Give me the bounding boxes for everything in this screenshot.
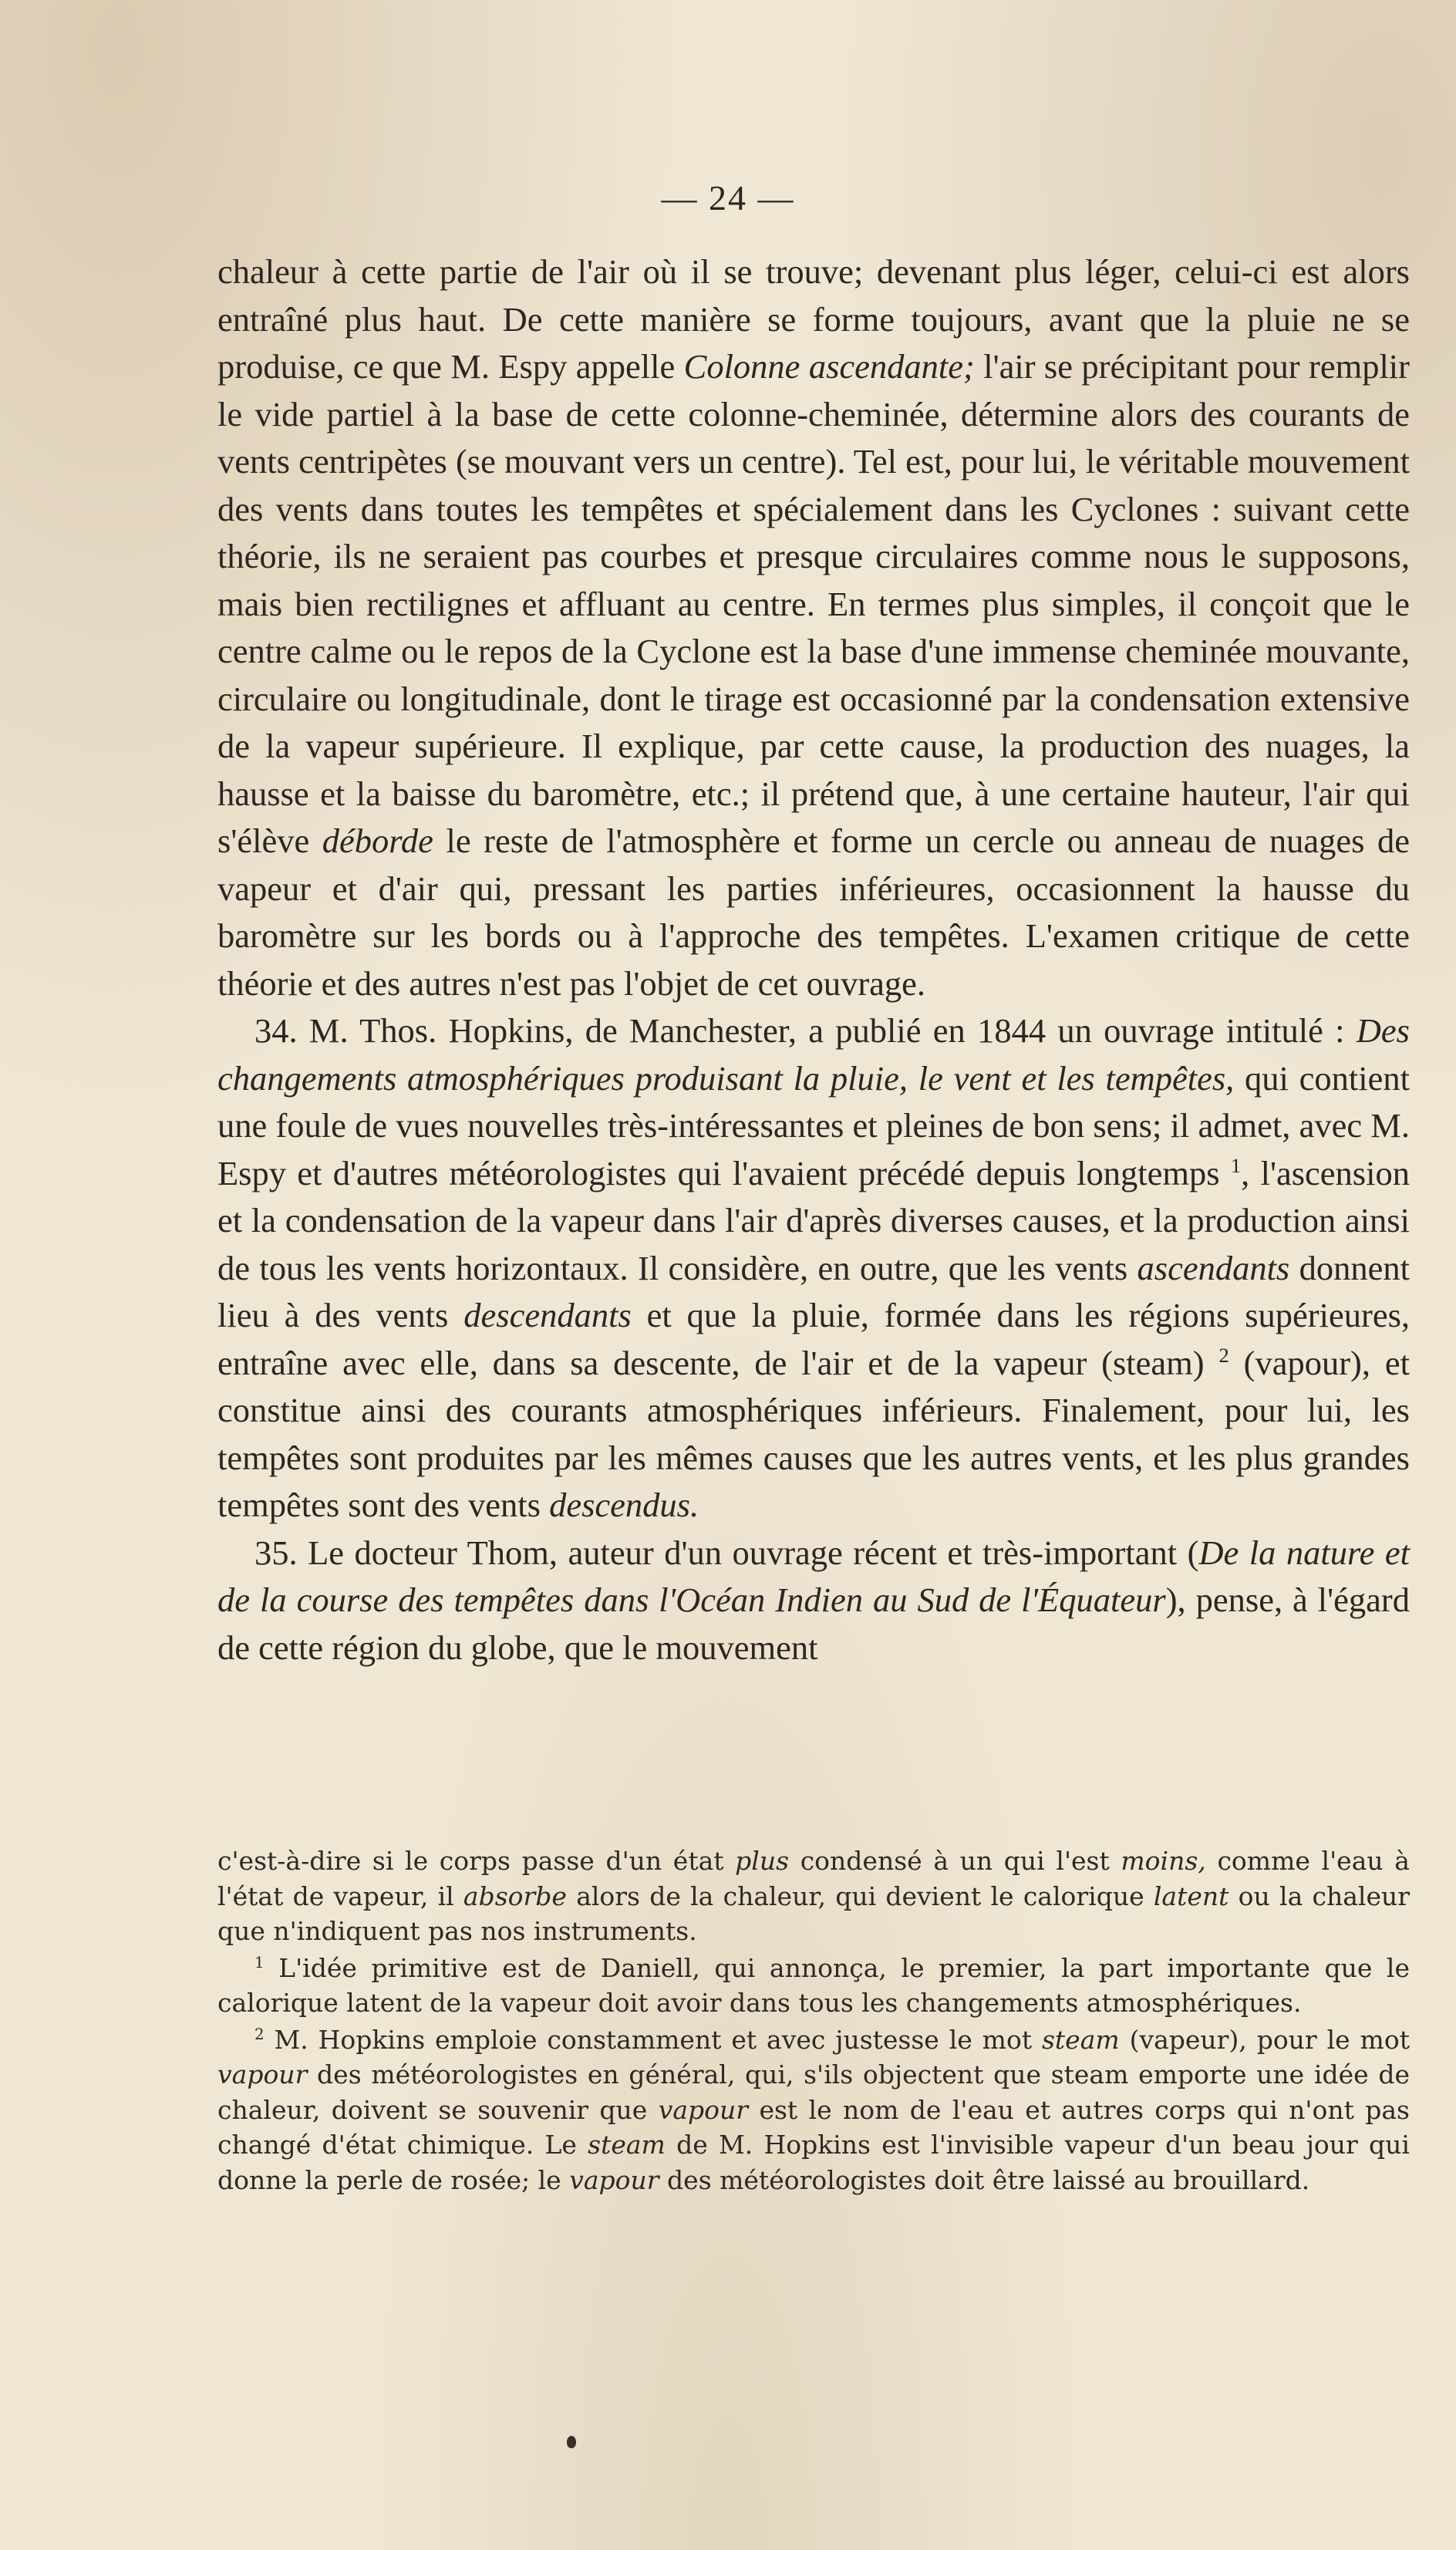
- book-title-hopkins: Des changements atmosphériques produisant la pluie, le vent et les tempêtes,: [217, 1011, 1410, 1098]
- term-colonne-ascendante: Colonne ascendante;: [683, 347, 975, 386]
- footnote-2: $^2$ M. Hopkins emploie constamment et avec justesse le mot steam (vapeur), pour le mot vapour des météorologistes en général, qui, s'ils objectent que steam emporte une idée de chaleur, doivent se souvenir que vapour est le nom de l'eau et autres corps qui n'ont pas changé d'état chimique. Le steam de M. Hopkins est l'invisible vapeur d'un beau jour qui donne la perle de rosée; le vapour des météorologistes doit être laissé au brouillard.: [217, 2024, 1410, 2195]
- page-number: — 24 —: [661, 178, 795, 218]
- paragraph-34: 34. M. Thos. Hopkins, de Manchester, a publié en 1844 un ouvrage intitulé : Des changements atmosphériques produisant la pluie, le vent et les tempêtes, qui contient une foule de vues nouvelles très-intéressantes et pleines de bon sens; il admet, avec M. Espy et d'autres météorologistes qui l'avaient précédé depuis longtemps $^1$, l'ascension et la condensation de la vapeur dans l'air d'après diverses causes, et la production ainsi de tous les vents horizontaux. Il considère, en outre, que les vents ascendants donnent lieu à des vents descendants et que la pluie, formée dans les régions supérieures, entraîne avec elle, dans sa descente, de l'air et de la vapeur (steam) $^2$ (vapour), et constitue ainsi des courants atmosphériques inférieurs. Finalement, pour lui, les tempêtes sont produites par les mêmes causes que les autres vents, et les plus grandes tempêtes sont des vents descendus.: [217, 1011, 1410, 1524]
- paragraph-continuation: chaleur à cette partie de l'air où il se trouve; devenant plus léger, celui-ci est alors entraîné plus haut. De cette manière se forme toujours, avant que la pluie ne se produise, ce que M. Espy appelle Colonne ascendante; l'air se précipitant pour remplir le vide partiel à la base de cette colonne-cheminée, détermine alors des courants de vents centripètes (se mouvant vers un centre). Tel est, pour lui, le véritable mouvement des vents dans toutes les tempêtes et spécialement dans les Cyclones : suivant cette théorie, ils ne seraient pas courbes et presque circulaires comme nous le supposons, mais bien rectilignes et affluant au centre. En termes plus simples, il conçoit que le centre calme ou le repos de la Cyclone est la base d'une immense cheminée mouvante, circulaire ou longitudinale, dont le tirage est occasionné par la condensation extensive de la vapeur supérieure. Il explique, par cette cause, la production des nuages, la hausse et la baisse du baromètre, etc.; il prétend que, à une certaine hauteur, l'air qui s'élève déborde le reste de l'atmosphère et forme un cercle ou anneau de nuages de vapeur et d'air qui, pressant les parties inférieures, occasionnent la hausse du baromètre sur les bords ou à l'approche des tempêtes. L'examen critique de cette théorie et des autres n'est pas l'objet de cet ouvrage.: [217, 252, 1410, 1003]
- main-text: [217, 248, 1410, 1671]
- footnote-number-1: 1: [254, 1953, 265, 1972]
- footnote-ref-1: 1: [1230, 1153, 1242, 1177]
- footnote-continuation: c'est-à-dire si le corps passe d'un état plus condensé à un qui l'est moins, comme l'eau à l'état de vapeur, il absorbe alors de la chaleur, qui devient le calorique latent ou la chaleur que n'indiquent pas nos instruments.: [217, 1846, 1410, 1946]
- footnotes: [217, 1843, 1410, 2198]
- footnote-ref-2: 2: [1218, 1343, 1229, 1367]
- term-deborde: déborde: [322, 821, 433, 860]
- footnote-number-2: 2: [254, 2025, 265, 2043]
- paragraph-35: 35. Le docteur Thom, auteur d'un ouvrage récent et très-important (De la nature et de la course des tempêtes dans l'Océan Indien au Sud de l'Équateur), pense, à l'égard de cette région du globe, que le mouvement: [217, 1533, 1410, 1667]
- footnote-1: $^1$ L'idée primitive est de Daniell, qui annonça, le premier, la part importante que le calorique latent de la vapeur doit avoir dans tous les changements atmosphériques.: [217, 1952, 1410, 2018]
- ink-spot: [567, 2436, 576, 2448]
- book-title-thom: De la nature et de la course des tempêtes dans l'Océan Indien au Sud de l'Équateur: [217, 1533, 1410, 1619]
